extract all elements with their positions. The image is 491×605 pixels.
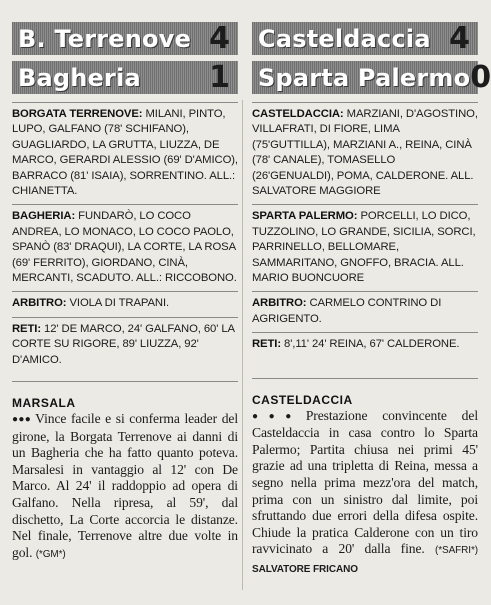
- article-body: [12, 411, 238, 563]
- home-lineup-label: CASTELDACCIA:: [252, 108, 344, 120]
- article-text: Prestazione convincente del Casteldaccia in casa contro lo Sparta Palermo; Partita chiusa nei primi 45' grazie ad una tripletta di Reina, messa a segno nella prima mezz'ora del match, prima con un sinistro dal limite, poi sfruttando due errori della difesa ospite. Chiude la pratica Calderone con un tiro ravvicinato a 20' dalla fine.: [252, 407, 478, 557]
- home-lineup: [252, 103, 478, 204]
- article-signature: (*GM*): [35, 548, 66, 560]
- column-divider: [242, 100, 243, 590]
- away-team-score-bar: [252, 59, 491, 95]
- separator: [252, 378, 478, 379]
- referee: [252, 292, 478, 332]
- article-title: MARSALA: [12, 396, 76, 411]
- referee-text: CARMELO CONTRINO DI AGRIGENTO.: [252, 297, 442, 325]
- away-team-score: 1: [209, 59, 230, 95]
- home-lineup-text: MILANI, PINTO, LUPO, GALFANO (78' SCHIFANO), GUAGLIARDO, LA GRUTTA, LIUZZA, DE MARCO, GERARDI ALESSIO (69' D'AMICO), BARRACO (81' ISAIA), SORRENTINO. ALL.: CHIANETTA.: [12, 108, 238, 198]
- article-author: SALVATORE FRICANO: [252, 564, 358, 576]
- referee-label: ARBITRO:: [12, 297, 67, 310]
- goals-text: 8',11' 24' REINA, 67' CALDERONE.: [284, 338, 460, 351]
- away-lineup-text: PORCELLI, LO DICO, TUZZOLINO, LO GRANDE, SICILIA, SORCI, PARRINELLO, BELLOMARE, SAMMARITANO, GNOFFO, BRACIA. ALL. MARIO BUONCUORE: [252, 210, 476, 285]
- away-lineup-text: FUNDARÒ, LO COCO ANDREA, LO MONACO, LO COCO PAOLO, SPANÒ (83' DRAQUI), LA CORTE, LA ROSA (69' FERRITO), GIORDANO, CINÀ, MERCANTI, SCADUTO. ALL.: RICCOBONO.: [12, 210, 237, 285]
- article-title: CASTELDACCIA: [252, 392, 353, 407]
- rating-dots-icon: ●●●: [252, 410, 302, 422]
- away-lineup-label: BAGHERIA:: [12, 210, 76, 223]
- goals: [252, 333, 478, 357]
- article-text: Vince facile e si conferma leader del girone, la Borgata Terrenove ai danni di un Bagheria che ha fatto quanto poteva. Marsalesi in vantaggio al 12' con De Marco. Al 24' il raddoppio ad opera di Galfano. Nella ripresa, al 59', dal dischetto, La Corte accorcia le distanze. Nel finale, Terrenove altre due volte in gol.: [12, 411, 238, 560]
- home-team-name: Casteldaccia: [258, 24, 431, 53]
- home-team-score-bar: [252, 22, 478, 55]
- article-signature: (*SAFRI*): [434, 545, 478, 557]
- away-team-name: Bagheria: [18, 63, 141, 92]
- goals-text: 12' DE MARCO, 24' GALFANO, 60' LA CORTE SU RIGORE, 89' LIUZZA, 92' D'AMICO.: [12, 322, 235, 366]
- away-lineup-label: SPARTA PALERMO:: [252, 210, 358, 223]
- goals-label: RETI:: [252, 338, 281, 351]
- referee-text: VIOLA DI TRAPANI.: [69, 297, 170, 310]
- match-report-left: [12, 22, 238, 563]
- goals-label: RETI:: [12, 322, 41, 335]
- rating-dots-icon: ●●●: [12, 414, 32, 426]
- match-report-right: [252, 20, 491, 579]
- referee: [12, 292, 238, 316]
- away-team-score-bar: [12, 61, 238, 94]
- home-lineup-label: BORGATA TERRENOVE:: [12, 108, 143, 120]
- separator: [12, 381, 238, 382]
- away-team-score: 0: [470, 59, 491, 95]
- article-body: [252, 408, 478, 579]
- home-team-score: 4: [209, 20, 230, 56]
- goals: [12, 318, 238, 373]
- home-team-score: 4: [449, 20, 470, 56]
- home-lineup: [12, 103, 238, 204]
- away-team-name: Sparta Palermo: [258, 63, 471, 92]
- home-lineup-text: MARZIANI, D'AGOSTINO, VILLAFRATI, DI FIORE, LIMA (75'GUTTILLA), MARZIANI A., REINA, CINÀ (78' CANALE), TOMASELLO (26'GENUALDI), POMA, CALDERONE. ALL. SALVATORE MAGGIORE: [252, 108, 478, 198]
- home-team-name: B. Terrenove: [18, 24, 192, 53]
- home-team-score-bar: [12, 22, 238, 55]
- away-lineup: [252, 205, 478, 291]
- away-lineup: [12, 205, 238, 291]
- referee-label: ARBITRO:: [252, 297, 307, 310]
